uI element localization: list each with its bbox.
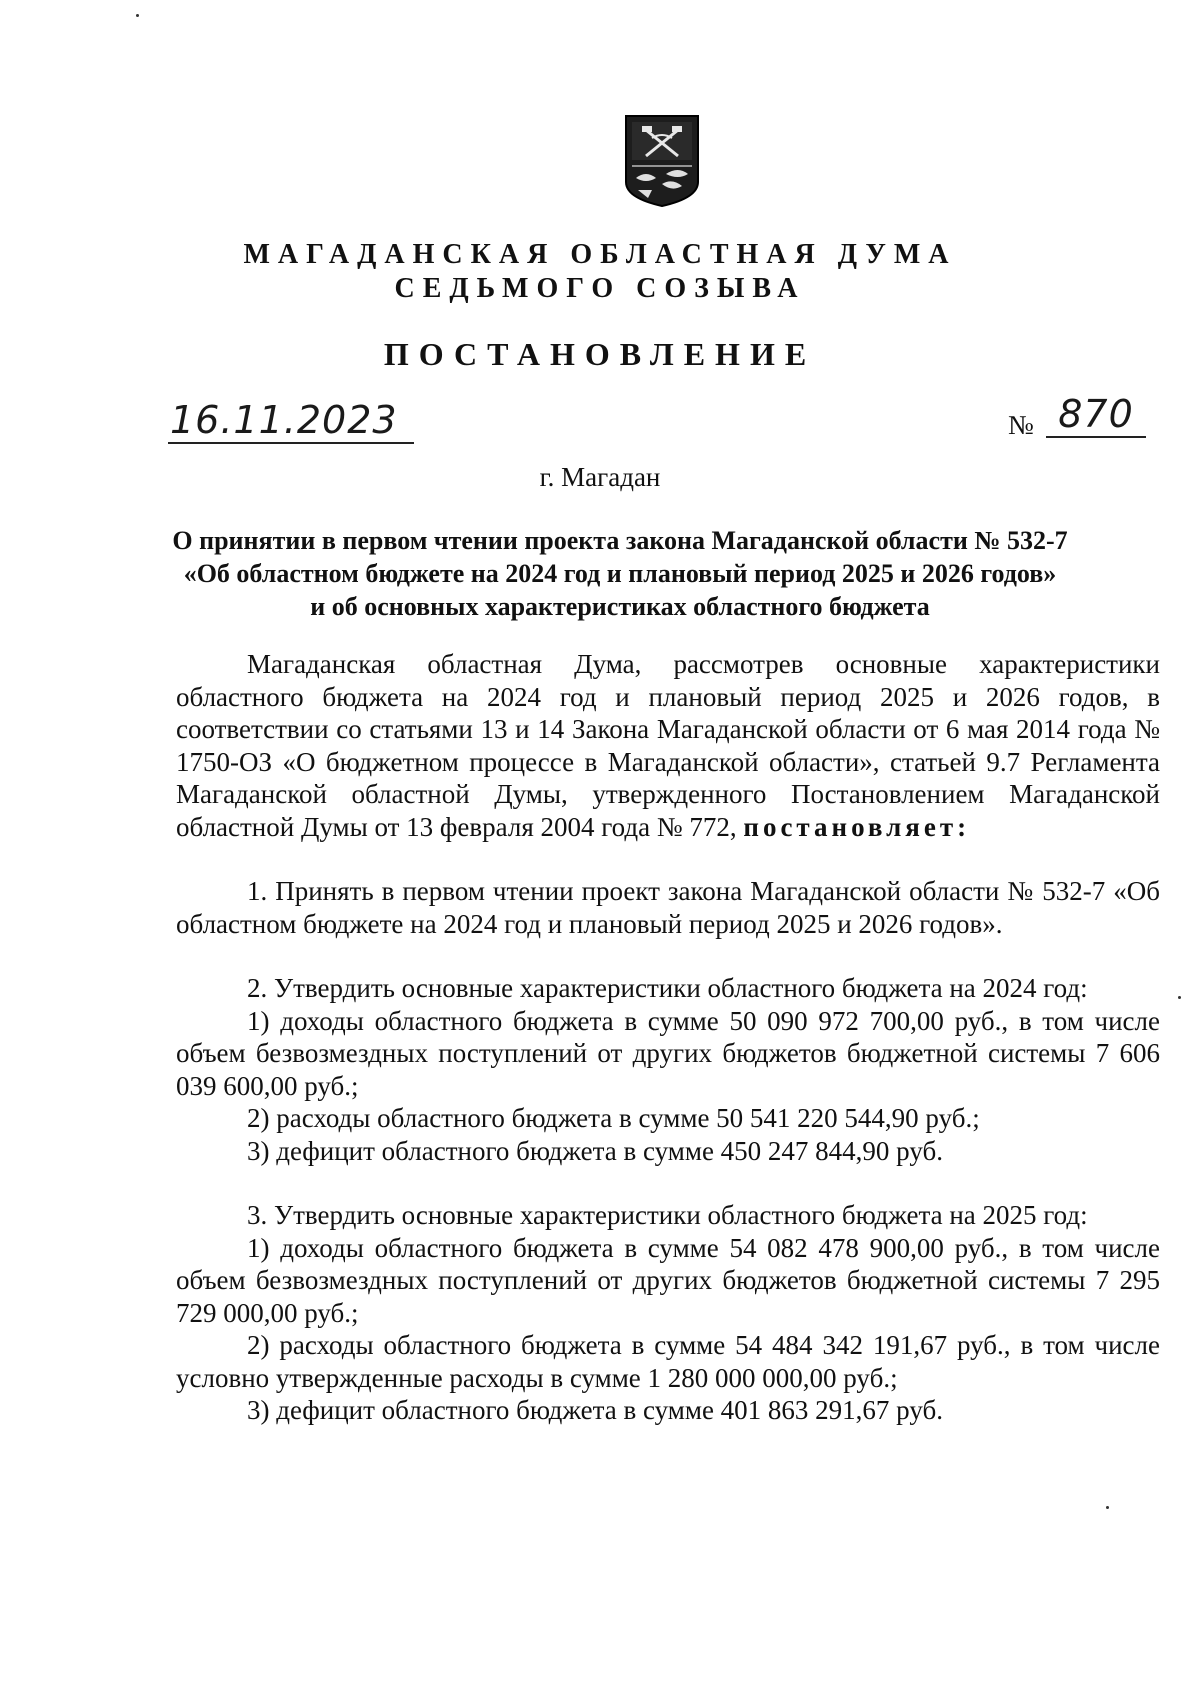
title-line-2: «Об областном бюджете на 2024 год и плановый период 2025 и 2026 годов» [183, 559, 1057, 588]
item-2-heading: 2. Утвердить основные характеристики областного бюджета на 2024 год: [247, 973, 1088, 1003]
scan-speck [1178, 996, 1181, 999]
decree-word: постановляет [743, 811, 958, 842]
handwritten-date: 16.11.2023 [168, 398, 414, 444]
preamble [176, 648, 1160, 843]
coat-of-arms-icon [622, 112, 702, 208]
document-title [120, 524, 1120, 623]
item-2-3: 3) дефицит областного бюджета в сумме 450 247 844,90 руб. [247, 1135, 943, 1166]
preamble-text: Магаданская областная Дума, рассмотрев основные характеристики областного бюджета на 2024 год и плановый период 2025 и 2026 годов, в соответствии со статьями 13 и 14 Закона Магаданской области от 6 мая 2014 года № 1750-ОЗ «О бюджетном процессе в Магаданской области», статьей 9.7 Регламента Магаданской областной Думы, утвержденного Постановлением Магаданской областной Думы от 13 февраля 2004 года № 772, [176, 649, 1160, 842]
document-body [176, 648, 1160, 1427]
title-line-3: и об основных характеристиках областного бюджета [310, 592, 930, 621]
organization-line-1: МАГАДАНСКАЯ ОБЛАСТНАЯ ДУМА [243, 239, 957, 270]
item-3-3: 3) дефицит областного бюджета в сумме 401 863 291,67 руб. [247, 1395, 943, 1425]
city: г. Магадан [539, 462, 661, 492]
item-3-1: 1) доходы областного бюджета в сумме 54 082 478 900,00 руб., в том числе объем безвозмездных поступлений от других бюджетов бюджетной системы 7 295 729 000,00 руб.; [176, 1232, 1160, 1328]
item-2-1: 1) доходы областного бюджета в сумме 50 090 972 700,00 руб., в том числе объем безвозмездных поступлений от других бюджетов бюджетной системы 7 606 039 600,00 руб.; [176, 1005, 1160, 1101]
title-line-1: О принятии в первом чтении проекта закона Магаданской области № 532-7 [172, 526, 1068, 555]
scan-speck [136, 14, 139, 17]
number-label: № [1008, 410, 1034, 440]
decree-suffix: : [957, 811, 971, 842]
handwritten-document-number: 870 [1046, 392, 1146, 438]
item-3-2: 2) расходы областного бюджета в сумме 54 484 342 191,67 руб., в том числе условно утвержденные расходы в сумме 1 280 000 000,00 руб.; [176, 1330, 1160, 1393]
item-2-2: 2) расходы областного бюджета в сумме 50 541 220 544,90 руб.; [247, 1103, 980, 1133]
organization-line-2: СЕДЬМОГО СОЗЫВА [394, 273, 806, 304]
document-type: ПОСТАНОВЛЕНИЕ [383, 336, 817, 372]
item-1: 1. Принять в первом чтении проект закона Магаданской области № 532-7 «Об областном бюджете на 2024 год и плановый период 2025 и 2026 годов». [176, 876, 1160, 939]
organization-name [0, 238, 1200, 306]
item-3-heading: 3. Утвердить основные характеристики областного бюджета на 2025 год: [247, 1200, 1088, 1230]
scan-speck [1106, 1506, 1109, 1509]
